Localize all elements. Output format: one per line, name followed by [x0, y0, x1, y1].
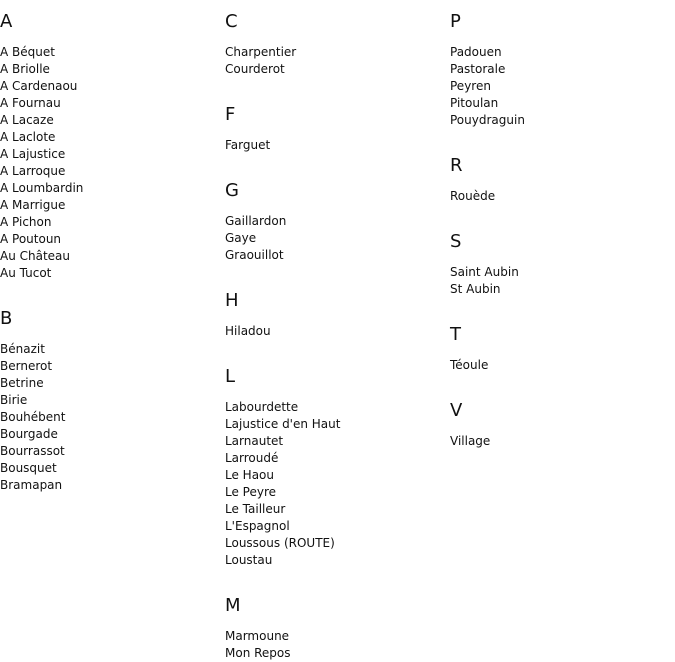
street-link[interactable]: A Lajustice	[0, 147, 66, 161]
letter-group	[0, 307, 215, 494]
street-link[interactable]: Bourgade	[0, 427, 58, 441]
section-letter-heading: M	[225, 595, 241, 616]
street-link[interactable]: A Pichon	[0, 215, 52, 229]
section-letter-heading: V	[450, 400, 463, 421]
street-link[interactable]: Bernerot	[0, 359, 53, 373]
street-link[interactable]: A Fournau	[0, 96, 61, 110]
street-link[interactable]: Pouydraguin	[450, 113, 525, 127]
letter-group	[450, 399, 665, 450]
street-link[interactable]: Loustau	[225, 553, 273, 567]
letter-group	[450, 154, 665, 205]
letter-group	[450, 10, 665, 129]
street-link[interactable]: Gaye	[225, 231, 257, 245]
letter-group	[450, 323, 665, 374]
street-link[interactable]: Graouillot	[225, 248, 284, 262]
street-link[interactable]: Marmoune	[225, 629, 290, 643]
section-letter-heading: H	[225, 290, 239, 311]
letter-group	[0, 10, 215, 282]
street-link[interactable]: A Cardenaou	[0, 79, 78, 93]
letter-group	[225, 103, 440, 154]
street-list	[0, 44, 215, 282]
street-link[interactable]: Bousquet	[0, 461, 57, 475]
street-link[interactable]: Labourdette	[225, 400, 299, 414]
street-list	[225, 323, 440, 340]
street-link[interactable]: A Poutoun	[0, 232, 62, 246]
section-letter-heading: R	[450, 155, 463, 176]
section-letter-heading: B	[0, 308, 13, 329]
street-link[interactable]: Loussous (ROUTE)	[225, 536, 335, 550]
street-link[interactable]: Betrine	[0, 376, 44, 390]
index-column	[225, 10, 440, 662]
street-list	[450, 357, 665, 374]
street-link[interactable]: Larroudé	[225, 451, 279, 465]
letter-group	[225, 594, 440, 662]
street-list	[225, 213, 440, 264]
street-link[interactable]: Charpentier	[225, 45, 297, 59]
street-link[interactable]: Lajustice d'en Haut	[225, 417, 341, 431]
section-letter-heading: S	[450, 231, 462, 252]
street-link[interactable]: Bénazit	[0, 342, 45, 356]
section-letter-heading: A	[0, 11, 13, 32]
street-link[interactable]: Rouède	[450, 189, 496, 203]
street-link[interactable]: A Laclote	[0, 130, 56, 144]
letter-group	[225, 365, 440, 569]
letter-group	[225, 10, 440, 78]
street-link[interactable]: Au Château	[0, 249, 71, 263]
street-link[interactable]: A Larroque	[0, 164, 66, 178]
index-column	[450, 10, 665, 450]
street-link[interactable]: Pitoulan	[450, 96, 499, 110]
street-link[interactable]: Bourrassot	[0, 444, 65, 458]
letter-group	[225, 289, 440, 340]
street-link[interactable]: A Lacaze	[0, 113, 54, 127]
street-link[interactable]: Pastorale	[450, 62, 506, 76]
street-list	[450, 264, 665, 298]
section-letter-heading: P	[450, 11, 461, 32]
street-link[interactable]: Larnautet	[225, 434, 284, 448]
street-list	[0, 341, 215, 494]
letter-group	[225, 179, 440, 264]
street-link[interactable]: A Marrigue	[0, 198, 66, 212]
street-link[interactable]: Birie	[0, 393, 28, 407]
street-link[interactable]: Mon Repos	[225, 646, 291, 660]
street-link[interactable]: Gaillardon	[225, 214, 287, 228]
street-list	[450, 44, 665, 129]
street-link[interactable]: A Briolle	[0, 62, 50, 76]
section-letter-heading: G	[225, 180, 239, 201]
section-letter-heading: F	[225, 104, 236, 125]
street-link[interactable]: Le Haou	[225, 468, 274, 482]
street-link[interactable]: Bramapan	[0, 478, 63, 492]
street-list	[225, 44, 440, 78]
street-link[interactable]: L'Espagnol	[225, 519, 290, 533]
street-link[interactable]: St Aubin	[450, 282, 501, 296]
street-link[interactable]: Au Tucot	[0, 266, 52, 280]
street-list	[225, 628, 440, 662]
street-link[interactable]: Courderot	[225, 62, 285, 76]
section-letter-heading: T	[450, 324, 461, 345]
street-link[interactable]: A Béquet	[0, 45, 55, 59]
street-link[interactable]: Téoule	[450, 358, 489, 372]
street-list	[450, 433, 665, 450]
street-list	[450, 188, 665, 205]
section-letter-heading: L	[225, 366, 236, 387]
street-link[interactable]: A Loumbardin	[0, 181, 84, 195]
index-column	[0, 10, 215, 494]
street-link[interactable]: Padouen	[450, 45, 502, 59]
street-link[interactable]: Peyren	[450, 79, 491, 93]
street-link[interactable]: Le Peyre	[225, 485, 277, 499]
section-letter-heading: C	[225, 11, 238, 32]
street-link[interactable]: Saint Aubin	[450, 265, 519, 279]
street-list	[225, 137, 440, 154]
letter-group	[450, 230, 665, 298]
street-link[interactable]: Le Tailleur	[225, 502, 286, 516]
street-link[interactable]: Village	[450, 434, 491, 448]
street-list	[225, 399, 440, 569]
street-link[interactable]: Hiladou	[225, 324, 271, 338]
street-link[interactable]: Bouhébent	[0, 410, 66, 424]
street-link[interactable]: Farguet	[225, 138, 271, 152]
